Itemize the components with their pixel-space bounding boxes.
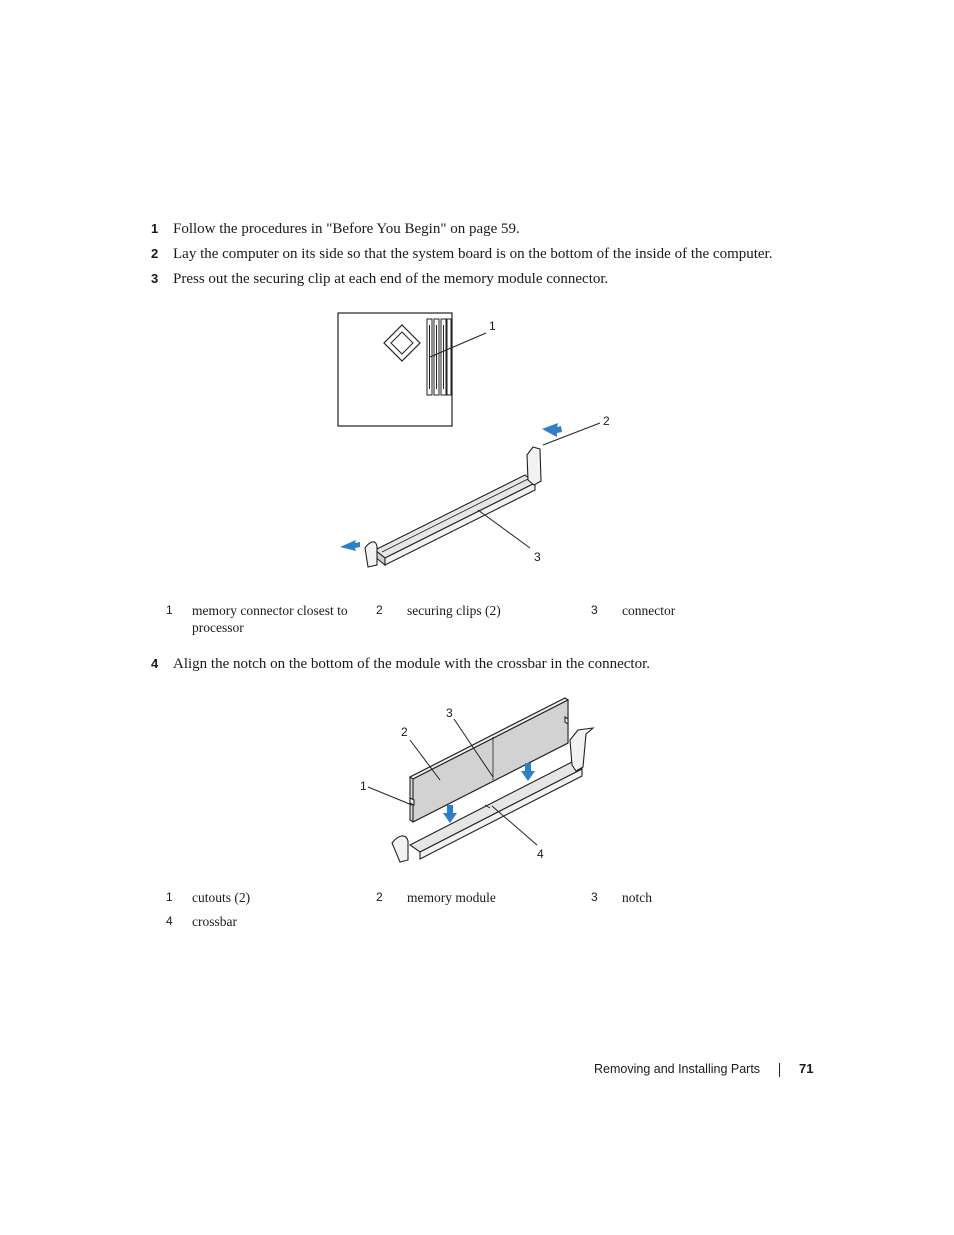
memory-connector: [365, 447, 541, 567]
caption-number: 2: [376, 603, 383, 617]
figure-connector-clips: [330, 305, 630, 585]
caption-number: 2: [376, 890, 383, 904]
page-number: 71: [799, 1061, 814, 1076]
arrow-down-icon: [443, 805, 457, 823]
step-2: [151, 245, 772, 263]
step-3: [151, 270, 608, 288]
step-number: 1: [151, 221, 159, 236]
callout-3: 3: [446, 706, 453, 720]
caption-number: 4: [166, 914, 173, 928]
footer-section-title: Removing and Installing Parts: [594, 1062, 761, 1076]
callout-line-3: [478, 510, 530, 548]
caption-text: securing clips (2): [407, 603, 501, 618]
step-text: Lay the computer on its side so that the system board is on the bottom of the inside of the computer.: [173, 246, 773, 262]
step-number: 4: [151, 656, 159, 671]
step-number: 2: [151, 246, 159, 261]
caption-number: 1: [166, 603, 173, 617]
caption-number: 3: [591, 603, 598, 617]
step-text: Follow the procedures in "Before You Begin" on page 59.: [173, 221, 520, 237]
callout-line-4: [492, 806, 537, 845]
callout-2: 2: [401, 725, 408, 739]
arrow-left-icon: [340, 540, 360, 551]
step-number: 3: [151, 271, 159, 286]
caption-text: connector: [622, 603, 676, 618]
arrow-right-icon: [542, 423, 562, 437]
footer-divider: [779, 1063, 780, 1077]
caption-number: 1: [166, 890, 173, 904]
caption-text: memory connector closest to processor: [192, 603, 348, 635]
caption-text: crossbar: [192, 914, 237, 929]
callout-1: 1: [360, 779, 367, 793]
step-4: [151, 655, 650, 673]
caption-text: notch: [622, 890, 652, 905]
figure-module-alignment: [350, 695, 610, 875]
step-text: Press out the securing clip at each end of the memory module connector.: [173, 271, 609, 287]
step-text: Align the notch on the bottom of the module with the crossbar in the connector.: [173, 656, 650, 672]
callout-4: 4: [537, 847, 544, 861]
callout-2: 2: [603, 414, 610, 428]
callout-1: 1: [489, 319, 496, 333]
memory-module: [410, 698, 568, 822]
caption-text: cutouts (2): [192, 890, 251, 905]
caption-text: memory module: [407, 890, 496, 905]
callout-line-1: [368, 787, 412, 805]
callout-3: 3: [534, 550, 541, 564]
step-1: [151, 220, 520, 238]
caption-number: 3: [591, 890, 598, 904]
